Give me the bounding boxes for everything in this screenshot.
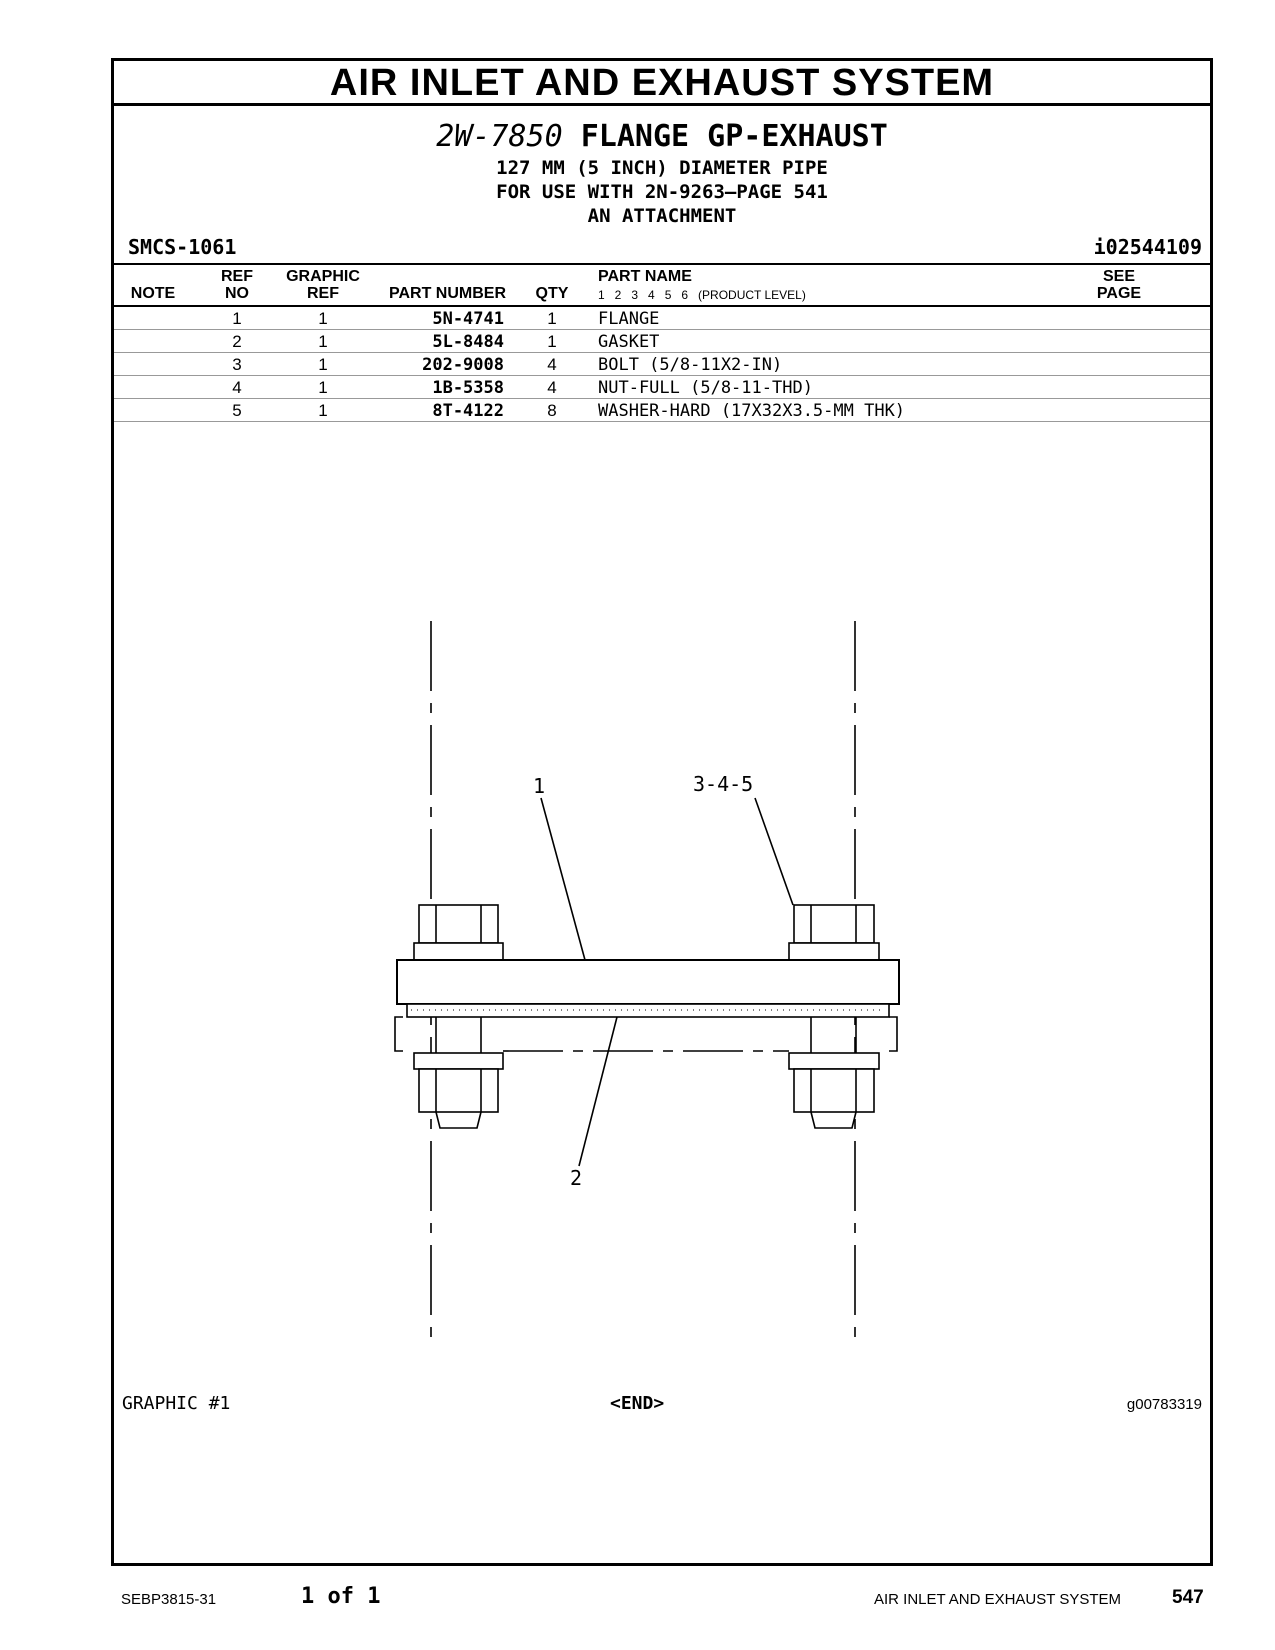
exploded-drawing [114,61,1210,1561]
quantity: 4 [547,355,557,374]
header-ref-top: REF [221,268,253,285]
graphic-ref: 1 [318,378,328,397]
group-subtitle-2: FOR USE WITH 2N-9263—PAGE 541 [496,181,828,203]
part-name: GASKET [598,332,660,352]
header-graphic-top: GRAPHIC [286,268,360,285]
callout-1: 1 [533,774,546,798]
callout-345: 3-4-5 [693,772,754,796]
part-name: WASHER-HARD (17X32X3.5-MM THK) [598,401,906,421]
ref-no: 2 [232,332,242,351]
ref-no: 4 [232,378,242,397]
left-lower-nut [414,1053,503,1128]
group-subtitle-1: 127 MM (5 INCH) DIAMETER PIPE [496,157,828,179]
callout-2: 2 [570,1166,583,1190]
header-qty: QTY [535,285,569,302]
mating-flange-left [395,1017,403,1051]
part-name: NUT-FULL (5/8-11-THD) [598,378,813,398]
page-of: 1 of 1 [301,1584,381,1609]
quantity: 1 [547,309,557,328]
header-see-bottom: PAGE [1096,285,1142,302]
part-number: 1B-5358 [432,378,504,398]
footer-section: AIR INLET AND EXHAUST SYSTEM [874,1591,1122,1608]
page-frame [111,58,1213,1566]
header-see-top: SEE [1102,268,1135,285]
leader-2 [579,1017,617,1166]
quantity: 4 [547,378,557,397]
ref-no: 1 [232,309,242,328]
gasket [407,1004,889,1017]
right-lower-nut [789,1053,879,1128]
quantity: 1 [547,332,557,351]
part-name: BOLT (5/8-11X2-IN) [598,355,783,375]
graphic-ref: 1 [318,332,328,351]
leader-345 [755,798,793,905]
smcs-code: SMCS-1061 [128,235,237,259]
graphic-label: GRAPHIC #1 [122,1393,231,1414]
part-name: FLANGE [598,309,660,329]
info-id: i02544109 [1093,235,1202,259]
graphic-ref: 1 [318,355,328,374]
part-number: 8T-4122 [432,401,504,421]
part-number: 5L-8484 [432,332,504,352]
group-name: FLANGE GP-EXHAUST [580,119,888,154]
doc-id: SEBP3815-31 [121,1591,217,1608]
header-part-number: PART NUMBER [388,285,506,302]
leader-1 [541,798,585,960]
system-title: AIR INLET AND EXHAUST SYSTEM [114,61,1210,106]
graphic-ref: 1 [318,309,328,328]
header-product-levels: 1 2 3 4 5 6 (PRODUCT LEVEL) [598,288,806,302]
group-part-number: 2W-7850 [436,119,563,154]
group-subtitle-3: AN ATTACHMENT [587,205,737,227]
part-number: 5N-4741 [432,309,504,329]
header-part-name: PART NAME [598,268,692,285]
part-number: 202-9008 [422,355,504,375]
graphic-ref: 1 [318,401,328,420]
flange [397,960,899,1004]
graphic-id: g00783319 [1126,1396,1202,1413]
ref-no: 3 [232,355,242,374]
mating-flange-right [889,1017,897,1051]
right-nut-top [789,905,879,960]
header-ref-bottom: NO [225,285,249,302]
ref-no: 5 [232,401,242,420]
page-number: 547 [1172,1587,1204,1608]
left-bolt-head [414,905,503,960]
header-note: NOTE [130,285,176,302]
header-graphic-bottom: REF [307,285,339,302]
quantity: 8 [547,401,557,420]
end-label: <END> [610,1393,665,1414]
